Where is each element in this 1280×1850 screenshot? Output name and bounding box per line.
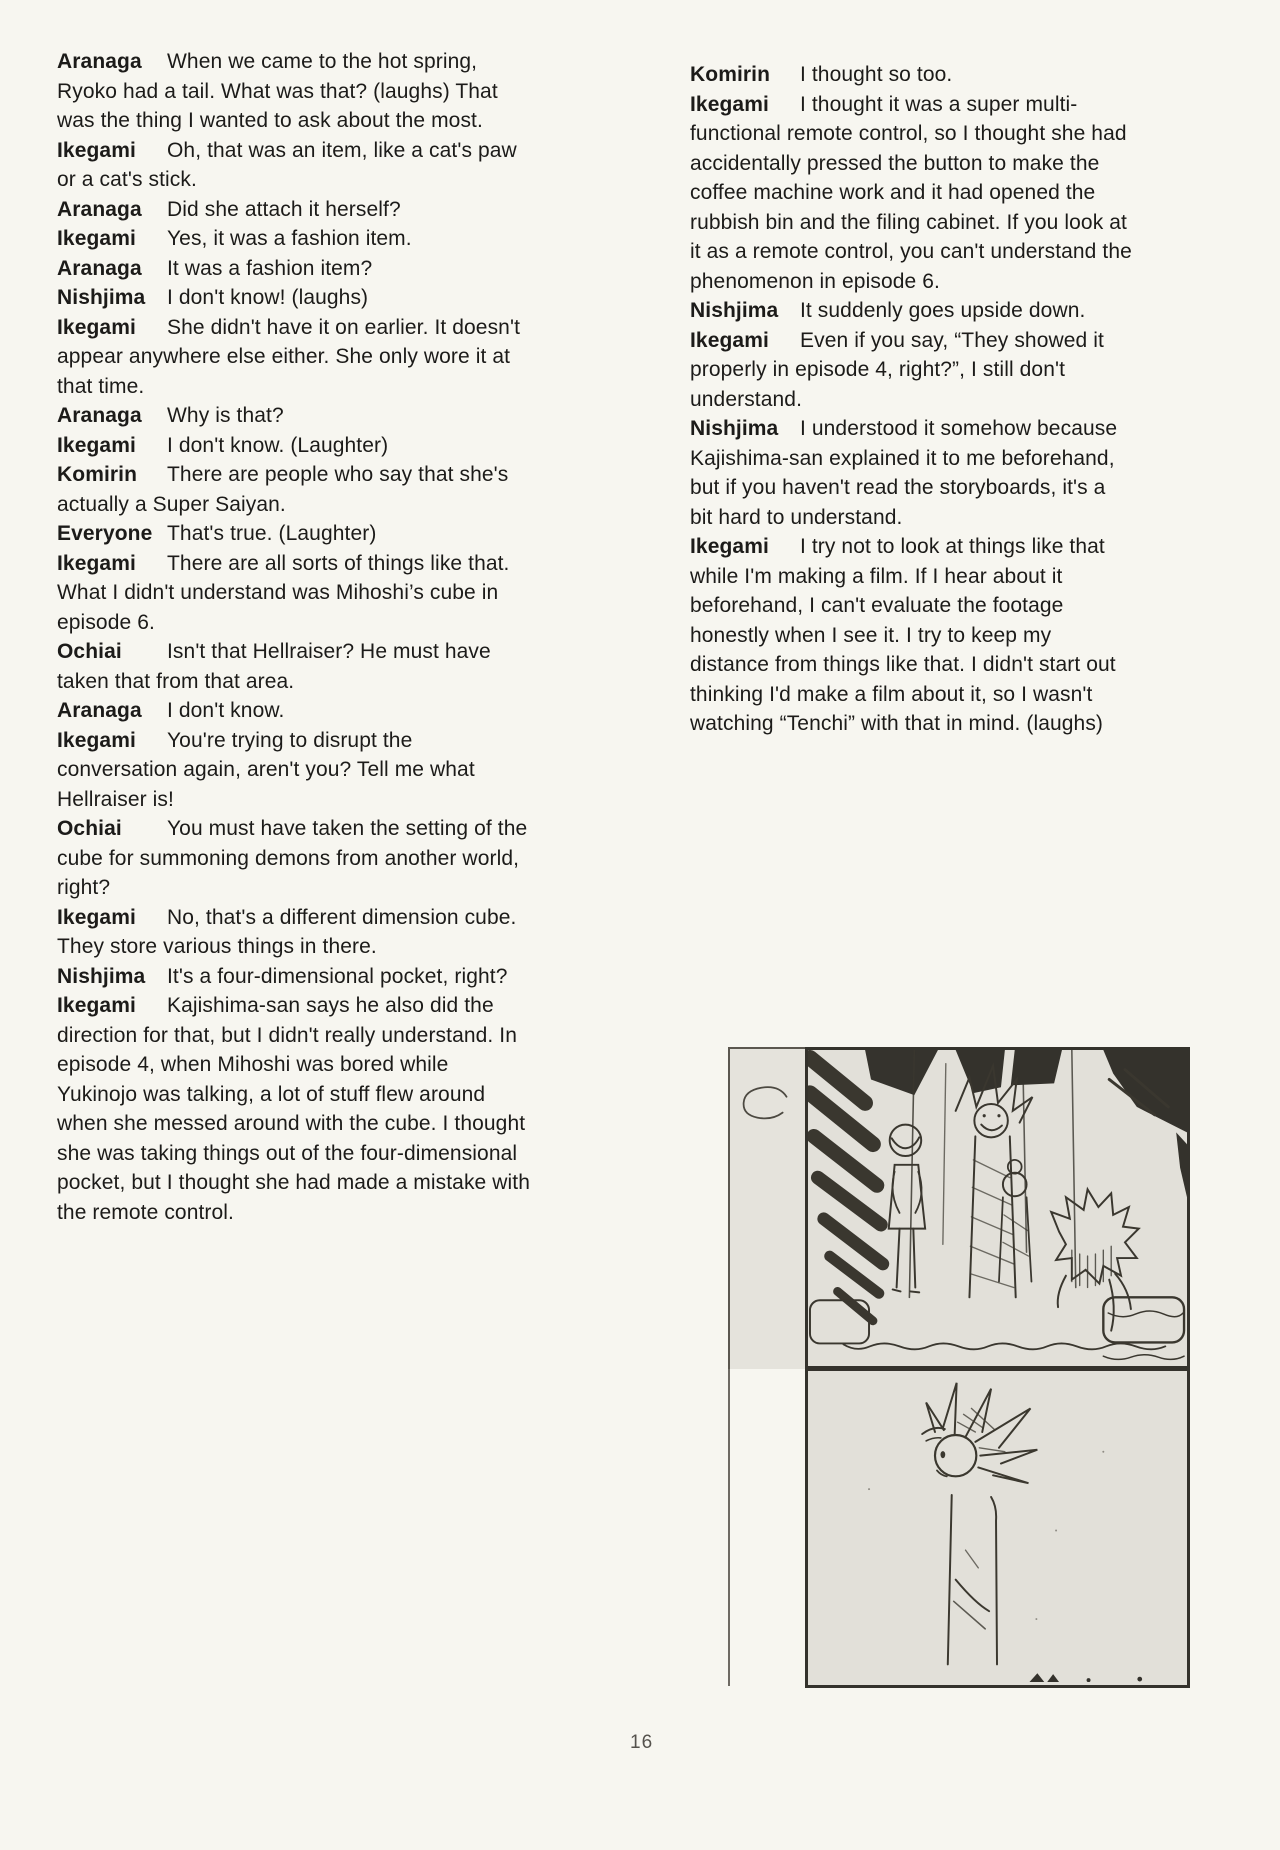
dialogue-text: Even if you say, “They showed it properly in episode 4, right?”, I still don't understand. xyxy=(690,328,1104,411)
dialogue-text: I thought so too. xyxy=(800,63,953,86)
dialogue-turn xyxy=(690,414,1132,532)
dialogue-turn xyxy=(690,60,1132,90)
speaker-label: Ikegami xyxy=(690,92,769,116)
speaker-label: Nishjima xyxy=(57,286,146,309)
dialogue-text: I understood it somehow because Kajishima-san explained it to me beforehand, but if you haven't read the storyboards, it's a bit hard to understand. xyxy=(690,417,1118,529)
dialogue-turn xyxy=(690,532,1132,739)
dialogue-turn xyxy=(57,431,531,461)
speaker-label: Everyone xyxy=(57,522,153,545)
speaker-label: Ikegami xyxy=(690,535,769,558)
dialogue-text: Kajishima-san says he also did the direction for that, but I didn't really understand. In episode 4, when Mihoshi was bored while Yukinojo was talking, a lot of stuff flew around when she messed around with the cube. I thought she was taking things out of the four-dimensional pocket, but I thought she had made a mistake with the remote control. xyxy=(57,994,531,1224)
dialogue-turn xyxy=(57,313,531,402)
speaker-label: Ikegami xyxy=(57,994,136,1017)
storyboard-sketch-character-icon xyxy=(808,1371,1187,1685)
storyboard-margin-sliver xyxy=(728,1047,807,1369)
interview-column-right xyxy=(690,60,1132,739)
storyboard-left-border xyxy=(728,1369,730,1686)
dialogue-text: I thought it was a super multi-functional remote control, so I thought she had accidentally pressed the button to make the coffee machine work and it had opened the rubbish bin and the filing cabinet. If you look at it as a remote control, you can't understand the phenomenon in episode 6. xyxy=(690,92,1132,293)
dialogue-turn xyxy=(57,283,531,313)
speaker-label: Komirin xyxy=(690,63,771,86)
dialogue-text: Why is that? xyxy=(167,404,284,427)
speaker-label: Nishjima xyxy=(690,299,779,322)
dialogue-turn xyxy=(57,460,531,519)
storyboard-panel-2 xyxy=(805,1369,1190,1688)
oval-sketch-icon xyxy=(730,1049,807,1369)
speaker-label: Ikegami xyxy=(690,328,769,352)
speaker-label: Ikegami xyxy=(57,315,136,339)
dialogue-text: Did she attach it herself? xyxy=(167,197,401,221)
dialogue-turn xyxy=(57,962,531,992)
dialogue-text: I try not to look at things like that while I'm making a film. If I hear about it beforehand, I can't evaluate the footage honestly when I see it. I try to keep my distance from things like that. I didn't start out thinking I'd make a film about it, so I wasn't watching “Tenchi” with that in mind. (laughs) xyxy=(690,535,1116,735)
dialogue-turn xyxy=(57,991,531,1227)
storyboard-sketch-group-icon xyxy=(808,1050,1187,1366)
speaker-label: Ikegami xyxy=(57,138,136,162)
speaker-label: Aranaga xyxy=(57,50,142,73)
dialogue-turn xyxy=(57,47,531,136)
dialogue-text: It's a four-dimensional pocket, right? xyxy=(167,964,508,988)
speaker-label: Aranaga xyxy=(57,699,142,722)
speaker-label: Ikegami xyxy=(57,905,136,929)
dialogue-text: It suddenly goes upside down. xyxy=(800,299,1086,322)
dialogue-turn xyxy=(57,549,531,638)
dialogue-text: There are all sorts of things like that. What I didn't understand was Mihoshi’s cube in episode 6. xyxy=(57,551,510,634)
page-number: 16 xyxy=(630,1732,654,1753)
dialogue-turn xyxy=(57,637,531,696)
dialogue-text: Oh, that was an item, like a cat's paw or a cat's stick. xyxy=(57,138,517,191)
speaker-label: Aranaga xyxy=(57,197,142,221)
dialogue-turn xyxy=(57,136,531,195)
dialogue-turn xyxy=(57,519,531,549)
speaker-label: Nishjima xyxy=(690,417,779,440)
speaker-label: Ikegami xyxy=(57,551,136,575)
dialogue-turn xyxy=(57,254,531,284)
speaker-label: Ochiai xyxy=(57,817,122,840)
speaker-label: Ikegami xyxy=(57,728,136,752)
dialogue-text: There are people who say that she's actually a Super Saiyan. xyxy=(57,463,509,516)
speaker-label: Aranaga xyxy=(57,404,142,427)
speaker-label: Ikegami xyxy=(57,227,136,250)
dialogue-turn xyxy=(57,195,531,225)
dialogue-text: No, that's a different dimension cube. They store various things in there. xyxy=(57,905,517,958)
speaker-label: Aranaga xyxy=(57,256,142,280)
dialogue-text: When we came to the hot spring, Ryoko had a tail. What was that? (laughs) That was the thing I wanted to ask about the most. xyxy=(57,50,498,132)
dialogue-text: You're trying to disrupt the conversation again, aren't you? Tell me what Hellraiser is! xyxy=(57,728,475,811)
storyboard-panel-1 xyxy=(805,1047,1190,1369)
dialogue-turn xyxy=(57,401,531,431)
dialogue-turn xyxy=(690,90,1132,297)
dialogue-text: I don't know. (Laughter) xyxy=(167,433,389,457)
storyboard-scan xyxy=(728,1047,1190,1690)
speaker-label: Ikegami xyxy=(57,433,136,457)
dialogue-text: Yes, it was a fashion item. xyxy=(167,227,412,250)
interview-column-left xyxy=(57,47,531,1227)
dialogue-turn xyxy=(57,696,531,726)
dialogue-text: Isn't that Hellraiser? He must have taken that from that area. xyxy=(57,640,491,693)
dialogue-turn xyxy=(690,326,1132,415)
dialogue-text: It was a fashion item? xyxy=(167,256,373,280)
dialogue-turn xyxy=(57,726,531,815)
speaker-label: Komirin xyxy=(57,463,138,486)
dialogue-turn xyxy=(690,296,1132,326)
dialogue-turn xyxy=(57,224,531,254)
speaker-label: Nishjima xyxy=(57,964,146,988)
dialogue-turn xyxy=(57,903,531,962)
speaker-label: Ochiai xyxy=(57,640,122,663)
dialogue-text: You must have taken the setting of the cube for summoning demons from another world, right? xyxy=(57,817,528,899)
dialogue-turn xyxy=(57,814,531,903)
dialogue-text: She didn't have it on earlier. It doesn't appear anywhere else either. She only wore it at that time. xyxy=(57,315,521,398)
dialogue-text: I don't know. xyxy=(167,699,285,722)
dialogue-text: That's true. (Laughter) xyxy=(167,522,377,545)
dialogue-text: I don't know! (laughs) xyxy=(167,286,369,309)
